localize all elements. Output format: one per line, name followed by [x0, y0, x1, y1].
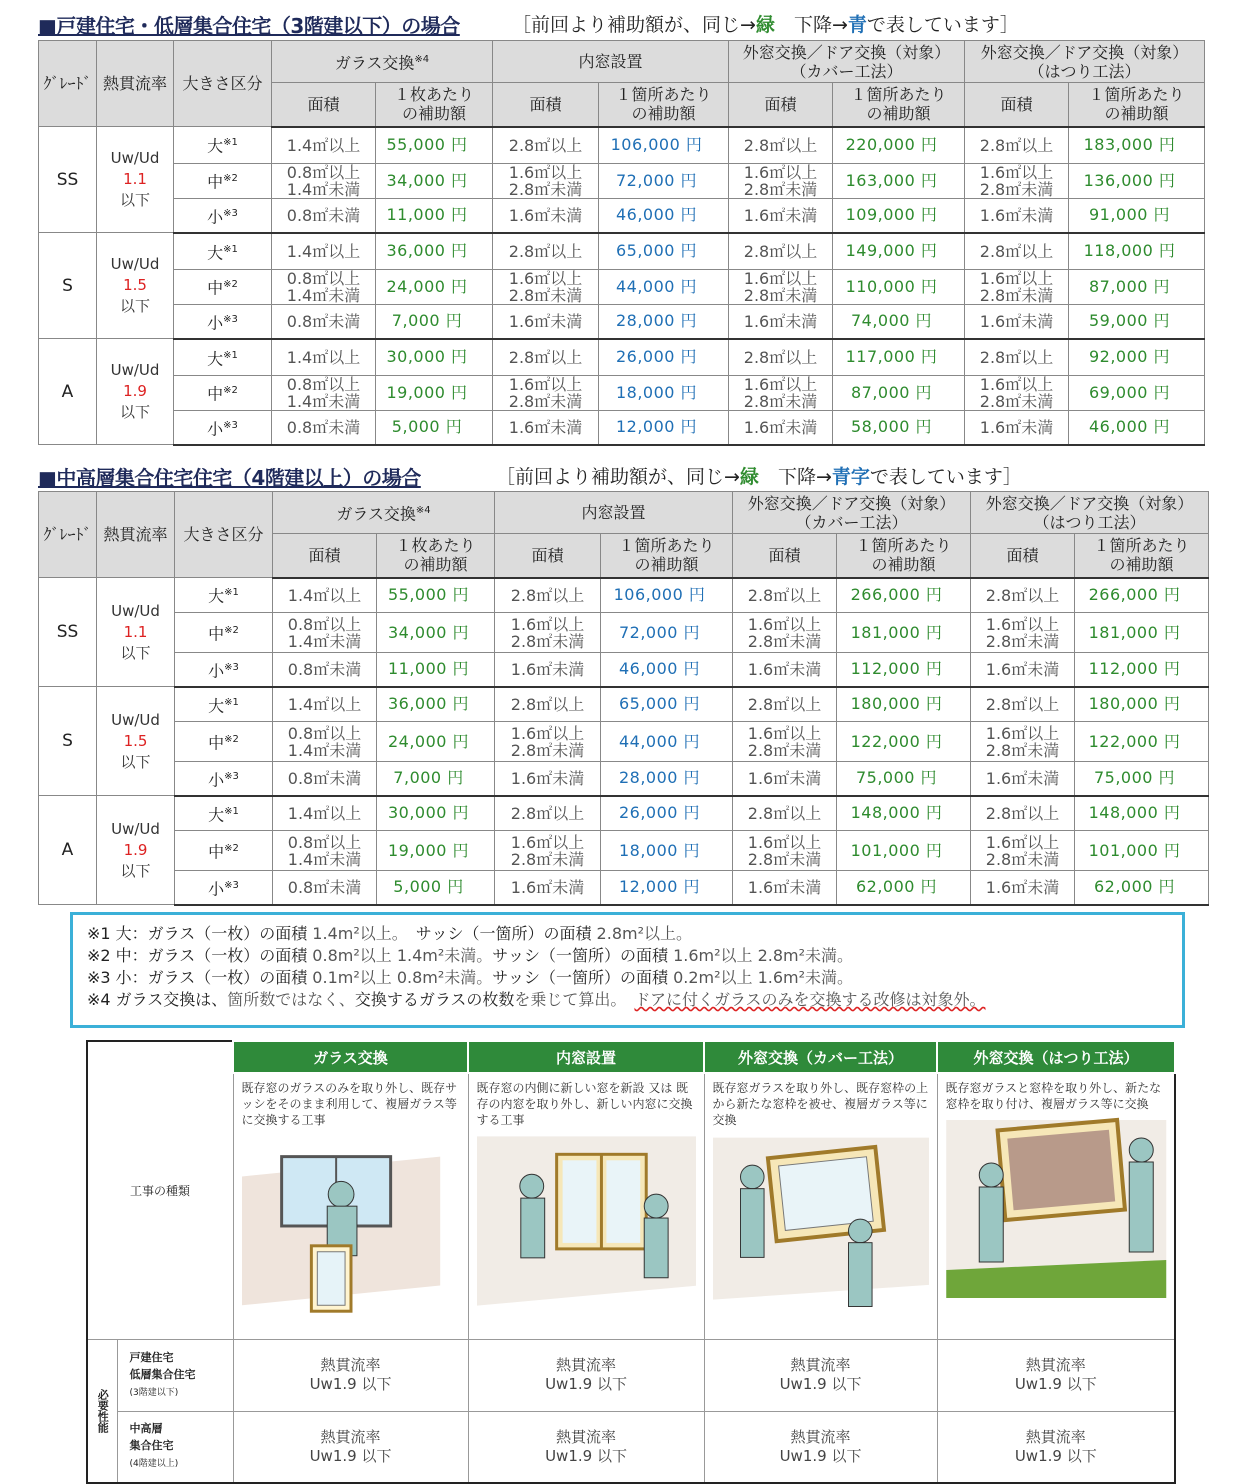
area-cell: 1.6㎡未満: [733, 762, 837, 796]
amount-cell: 75,000 円: [837, 762, 971, 796]
area-cell: 1.6㎡以上 2.8㎡未満: [965, 164, 1069, 199]
amount-cell: 183,000 円: [1069, 127, 1205, 164]
amount-cell: 11,000 円: [377, 653, 495, 687]
area-cell: 0.8㎡以上 1.4㎡未満: [272, 270, 376, 305]
size-cell: 小$^{※3}$: [175, 762, 273, 796]
area-cell: 1.6㎡未満: [965, 411, 1069, 445]
amount-cell: 36,000 円: [377, 687, 495, 722]
amount-cell: 181,000 円: [837, 613, 971, 653]
amount-cell: 87,000 円: [833, 376, 965, 411]
area-cell: 1.6㎡未満: [971, 871, 1075, 905]
area-cell: 1.6㎡以上 2.8㎡未満: [493, 164, 599, 199]
hdr-per-amount: １箇所あたり の補助額: [1075, 534, 1209, 578]
area-cell: 2.8㎡以上: [729, 339, 833, 376]
amount-cell: 180,000 円: [1075, 687, 1209, 722]
footnote-3: ※3 小：ガラス（一枚）の面積 0.1m²以上 0.8m²未満。サッシ（一箇所）の面積 0.2m²以上 1.6m²未満。: [87, 968, 854, 987]
amount-cell: 26,000 円: [599, 339, 729, 376]
grade-cell: S: [39, 233, 97, 339]
area-cell: 1.6㎡以上 2.8㎡未満: [493, 376, 599, 411]
hdr-per-amount: １箇所あたり の補助額: [599, 83, 729, 127]
col-header-cover: 外窓交換（カバー工法）: [704, 1041, 937, 1073]
area-cell: 1.6㎡以上 2.8㎡未満: [971, 613, 1075, 653]
amount-cell: 101,000 円: [837, 831, 971, 871]
perf-label-low-rise: 戸建住宅 低層集合住宅 (3階建以下): [117, 1339, 233, 1411]
size-cell: 中$^{※2}$: [174, 376, 272, 411]
grade-cell: SS: [39, 127, 97, 233]
area-cell: 1.4㎡以上: [273, 578, 377, 613]
area-cell: 1.6㎡以上 2.8㎡未満: [965, 376, 1069, 411]
amount-cell: 28,000 円: [601, 762, 733, 796]
amount-cell: 87,000 円: [1069, 270, 1205, 305]
amount-cell: 65,000 円: [599, 233, 729, 270]
size-cell: 大$^{※1}$: [175, 578, 273, 613]
hdr-cover: 外窓交換／ドア交換（対象） （カバー工法）: [733, 492, 971, 534]
size-cell: 小$^{※3}$: [174, 305, 272, 339]
amount-cell: 12,000 円: [599, 411, 729, 445]
col-header-inner: 内窓設置: [468, 1041, 704, 1073]
amount-cell: 72,000 円: [601, 613, 733, 653]
size-cell: 大$^{※1}$: [174, 339, 272, 376]
perf-value: 熱貫流率 Uw1.9 以下: [704, 1411, 937, 1483]
area-cell: 1.6㎡未満: [733, 871, 837, 905]
size-cell: 小$^{※3}$: [174, 411, 272, 445]
amount-cell: 148,000 円: [837, 796, 971, 831]
amount-cell: 112,000 円: [837, 653, 971, 687]
hdr-area: 面積: [493, 83, 599, 127]
area-cell: 1.6㎡以上 2.8㎡未満: [733, 831, 837, 871]
amount-cell: 118,000 円: [1069, 233, 1205, 270]
amount-cell: 91,000 円: [1069, 199, 1205, 233]
hdr-area: 面積: [495, 534, 601, 578]
grade-cell: A: [39, 339, 97, 445]
amount-cell: 7,000 円: [377, 762, 495, 796]
perf-value: 熱貫流率 Uw1.9 以下: [468, 1339, 704, 1411]
area-cell: 2.8㎡以上: [965, 127, 1069, 164]
amount-cell: 109,000 円: [833, 199, 965, 233]
work-desc-cover: 既存窓ガラスを取り外し、既存窓枠の上から新たな窓枠を被せ、複層ガラス等に交換: [704, 1073, 937, 1339]
amount-cell: 74,000 円: [833, 305, 965, 339]
size-cell: 大$^{※1}$: [174, 127, 272, 164]
area-cell: 2.8㎡以上: [965, 233, 1069, 270]
area-cell: 2.8㎡以上: [965, 339, 1069, 376]
subsidy-table-high-rise: [38, 491, 1209, 906]
section-title-low-rise: ■戸建住宅・低層集合住宅（3階建以下）の場合: [38, 14, 460, 38]
amount-cell: 34,000 円: [376, 164, 493, 199]
area-cell: 1.4㎡以上: [273, 687, 377, 722]
area-cell: 0.8㎡未満: [273, 762, 377, 796]
perf-value: 熱貫流率 Uw1.9 以下: [233, 1411, 468, 1483]
area-cell: 2.8㎡以上: [493, 339, 599, 376]
amount-cell: 101,000 円: [1075, 831, 1209, 871]
size-cell: 大$^{※1}$: [175, 796, 273, 831]
area-cell: 0.8㎡未満: [272, 305, 376, 339]
amount-cell: 110,000 円: [833, 270, 965, 305]
hdr-area: 面積: [733, 534, 837, 578]
amount-cell: 26,000 円: [601, 796, 733, 831]
perf-value: 熱貫流率 Uw1.9 以下: [233, 1339, 468, 1411]
hdr-hatsu: 外窓交換／ドア交換（対象） （はつり工法）: [965, 41, 1205, 83]
section-note-low-rise: ［前回より補助額が、同じ→緑 下降→青で表しています］: [512, 14, 1019, 36]
area-cell: 2.8㎡以上: [971, 796, 1075, 831]
area-cell: 1.4㎡以上: [272, 233, 376, 270]
amount-cell: 149,000 円: [833, 233, 965, 270]
area-cell: 1.6㎡未満: [495, 762, 601, 796]
amount-cell: 46,000 円: [601, 653, 733, 687]
area-cell: 1.6㎡未満: [733, 653, 837, 687]
area-cell: 1.6㎡以上 2.8㎡未満: [493, 270, 599, 305]
amount-cell: 24,000 円: [376, 270, 493, 305]
hdr-grade: ｸﾞﾚｰﾄﾞ: [39, 492, 97, 578]
hatsu-method-illustration: [946, 1120, 1167, 1298]
amount-cell: 75,000 円: [1075, 762, 1209, 796]
amount-cell: 220,000 円: [833, 127, 965, 164]
area-cell: 0.8㎡未満: [272, 411, 376, 445]
area-cell: 1.6㎡未満: [971, 653, 1075, 687]
amount-cell: 28,000 円: [599, 305, 729, 339]
amount-cell: 19,000 円: [376, 376, 493, 411]
col-header-hatsu: 外窓交換（はつり工法）: [937, 1041, 1175, 1073]
perf-value: 熱貫流率 Uw1.9 以下: [704, 1339, 937, 1411]
area-cell: 1.6㎡以上 2.8㎡未満: [495, 722, 601, 762]
area-cell: 2.8㎡以上: [971, 578, 1075, 613]
amount-cell: 55,000 円: [377, 578, 495, 613]
size-cell: 中$^{※2}$: [175, 722, 273, 762]
amount-cell: 44,000 円: [601, 722, 733, 762]
area-cell: 2.8㎡以上: [733, 796, 837, 831]
amount-cell: 122,000 円: [837, 722, 971, 762]
hdr-flow: 熱貫流率: [97, 41, 174, 127]
amount-cell: 117,000 円: [833, 339, 965, 376]
area-cell: 1.6㎡未満: [493, 411, 599, 445]
area-cell: 1.6㎡以上 2.8㎡未満: [971, 722, 1075, 762]
hdr-per-amount: １箇所あたり の補助額: [1069, 83, 1205, 127]
size-cell: 中$^{※2}$: [174, 164, 272, 199]
hdr-cover: 外窓交換／ドア交換（対象） （カバー工法）: [729, 41, 965, 83]
footnotes-box: [70, 912, 1185, 1028]
amount-cell: 122,000 円: [1075, 722, 1209, 762]
footnote-2: ※2 中：ガラス（一枚）の面積 0.8m²以上 1.4m²未満。サッシ（一箇所）の面積 1.6m²以上 2.8m²未満。: [87, 946, 854, 965]
amount-cell: 58,000 円: [833, 411, 965, 445]
perf-value: 熱貫流率 Uw1.9 以下: [937, 1411, 1175, 1483]
amount-cell: 30,000 円: [377, 796, 495, 831]
amount-cell: 36,000 円: [376, 233, 493, 270]
hdr-area: 面積: [272, 83, 376, 127]
uw-cell: Uw/Ud 1.1 以下: [97, 127, 174, 233]
perf-value: 熱貫流率 Uw1.9 以下: [937, 1339, 1175, 1411]
area-cell: 1.6㎡以上 2.8㎡未満: [971, 831, 1075, 871]
hdr-size: 大きさ区分: [174, 41, 272, 127]
hdr-per-amount: １枚あたり の補助額: [376, 83, 493, 127]
hdr-per-amount: １枚あたり の補助額: [377, 534, 495, 578]
area-cell: 0.8㎡以上 1.4㎡未満: [273, 613, 377, 653]
size-cell: 中$^{※2}$: [174, 270, 272, 305]
area-cell: 1.6㎡以上 2.8㎡未満: [733, 613, 837, 653]
amount-cell: 19,000 円: [377, 831, 495, 871]
area-cell: 0.8㎡未満: [272, 199, 376, 233]
size-cell: 中$^{※2}$: [175, 831, 273, 871]
area-cell: 2.8㎡以上: [493, 233, 599, 270]
size-cell: 大$^{※1}$: [175, 687, 273, 722]
area-cell: 1.6㎡未満: [493, 305, 599, 339]
uw-cell: Uw/Ud 1.1 以下: [97, 578, 175, 687]
area-cell: 0.8㎡未満: [273, 871, 377, 905]
amount-cell: 72,000 円: [599, 164, 729, 199]
amount-cell: 136,000 円: [1069, 164, 1205, 199]
hdr-flow: 熱貫流率: [97, 492, 175, 578]
grade-cell: S: [39, 687, 97, 796]
uw-cell: Uw/Ud 1.9 以下: [97, 796, 175, 905]
amount-cell: 266,000 円: [837, 578, 971, 613]
amount-cell: 18,000 円: [599, 376, 729, 411]
hdr-inner: 内窓設置: [495, 492, 733, 534]
area-cell: 1.6㎡未満: [493, 199, 599, 233]
amount-cell: 62,000 円: [1075, 871, 1209, 905]
grade-cell: A: [39, 796, 97, 905]
work-types-table: [86, 1040, 1176, 1484]
amount-cell: 5,000 円: [377, 871, 495, 905]
amount-cell: 69,000 円: [1069, 376, 1205, 411]
area-cell: 1.6㎡未満: [495, 653, 601, 687]
area-cell: 1.6㎡以上 2.8㎡未満: [495, 831, 601, 871]
hdr-area: 面積: [273, 534, 377, 578]
amount-cell: 18,000 円: [601, 831, 733, 871]
hdr-size: 大きさ区分: [175, 492, 273, 578]
area-cell: 1.6㎡以上 2.8㎡未満: [495, 613, 601, 653]
amount-cell: 7,000 円: [376, 305, 493, 339]
perf-label-high-rise: 中高層 集合住宅 (4階建以上): [117, 1411, 233, 1483]
amount-cell: 30,000 円: [376, 339, 493, 376]
area-cell: 2.8㎡以上: [495, 687, 601, 722]
amount-cell: 112,000 円: [1075, 653, 1209, 687]
uw-cell: Uw/Ud 1.5 以下: [97, 687, 175, 796]
hdr-glass: ガラス交換$^{※4}$: [272, 41, 493, 83]
amount-cell: 106,000 円: [601, 578, 733, 613]
area-cell: 1.6㎡以上 2.8㎡未満: [729, 376, 833, 411]
hdr-inner: 内窓設置: [493, 41, 729, 83]
hdr-per-amount: １箇所あたり の補助額: [601, 534, 733, 578]
hdr-glass: ガラス交換$^{※4}$: [273, 492, 495, 534]
area-cell: 1.6㎡以上 2.8㎡未満: [733, 722, 837, 762]
area-cell: 0.8㎡未満: [273, 653, 377, 687]
amount-cell: 92,000 円: [1069, 339, 1205, 376]
work-desc-hatsu: 既存窓ガラスと窓枠を取り外し、新たな窓枠を取り付け、複層ガラス等に交換: [937, 1073, 1175, 1339]
col-header-glass: ガラス交換: [233, 1041, 468, 1073]
size-cell: 大$^{※1}$: [174, 233, 272, 270]
amount-cell: 12,000 円: [601, 871, 733, 905]
area-cell: 1.6㎡以上 2.8㎡未満: [729, 164, 833, 199]
required-performance-label: 必要性能: [87, 1339, 117, 1483]
glass-replacement-illustration: [242, 1136, 460, 1314]
amount-cell: 65,000 円: [601, 687, 733, 722]
area-cell: 2.8㎡以上: [733, 687, 837, 722]
area-cell: 2.8㎡以上: [971, 687, 1075, 722]
area-cell: 2.8㎡以上: [733, 578, 837, 613]
amount-cell: 46,000 円: [1069, 411, 1205, 445]
size-cell: 小$^{※3}$: [175, 653, 273, 687]
area-cell: 1.4㎡以上: [272, 339, 376, 376]
work-type-label: 工事の種類: [87, 1041, 233, 1339]
hdr-per-amount: １箇所あたり の補助額: [833, 83, 965, 127]
grade-cell: SS: [39, 578, 97, 687]
perf-value: 熱貫流率 Uw1.9 以下: [468, 1411, 704, 1483]
footnote-1: ※1 大：ガラス（一枚）の面積 1.4m²以上。 サッシ（一箇所）の面積 2.8m²以上。: [87, 924, 692, 943]
area-cell: 1.6㎡未満: [729, 305, 833, 339]
amount-cell: 148,000 円: [1075, 796, 1209, 831]
size-cell: 小$^{※3}$: [175, 871, 273, 905]
section-note-high-rise: ［前回より補助額が、同じ→緑 下降→青字で表しています］: [496, 466, 1022, 488]
amount-cell: 24,000 円: [377, 722, 495, 762]
amount-cell: 59,000 円: [1069, 305, 1205, 339]
section-title-high-rise: ■中高層集合住宅住宅（4階建以上）の場合: [38, 466, 421, 490]
area-cell: 1.4㎡以上: [273, 796, 377, 831]
amount-cell: 44,000 円: [599, 270, 729, 305]
amount-cell: 266,000 円: [1075, 578, 1209, 613]
footnote-4: ※4 ガラス交換は、箇所数ではなく、交換するガラスの枚数を乗じて算出。 ドアに付くガラスのみを交換する改修は対象外。: [87, 990, 986, 1009]
hdr-area: 面積: [965, 83, 1069, 127]
hdr-area: 面積: [729, 83, 833, 127]
work-desc-glass: 既存窓のガラスのみを取り外し、既存サッシをそのまま利用して、複層ガラス等に交換する工事: [233, 1073, 468, 1339]
area-cell: 0.8㎡以上 1.4㎡未満: [272, 376, 376, 411]
area-cell: 1.6㎡未満: [729, 411, 833, 445]
amount-cell: 106,000 円: [599, 127, 729, 164]
area-cell: 1.6㎡以上 2.8㎡未満: [965, 270, 1069, 305]
hdr-hatsu: 外窓交換／ドア交換（対象） （はつり工法）: [971, 492, 1209, 534]
area-cell: 1.6㎡未満: [729, 199, 833, 233]
hdr-per-amount: １箇所あたり の補助額: [837, 534, 971, 578]
size-cell: 中$^{※2}$: [175, 613, 273, 653]
amount-cell: 5,000 円: [376, 411, 493, 445]
amount-cell: 163,000 円: [833, 164, 965, 199]
area-cell: 2.8㎡以上: [495, 796, 601, 831]
size-cell: 小$^{※3}$: [174, 199, 272, 233]
hdr-area: 面積: [971, 534, 1075, 578]
area-cell: 0.8㎡以上 1.4㎡未満: [273, 722, 377, 762]
area-cell: 2.8㎡以上: [729, 127, 833, 164]
amount-cell: 180,000 円: [837, 687, 971, 722]
amount-cell: 62,000 円: [837, 871, 971, 905]
amount-cell: 181,000 円: [1075, 613, 1209, 653]
area-cell: 1.6㎡未満: [495, 871, 601, 905]
subsidy-table-low-rise: [38, 40, 1205, 446]
area-cell: 0.8㎡以上 1.4㎡未満: [273, 831, 377, 871]
area-cell: 1.6㎡以上 2.8㎡未満: [729, 270, 833, 305]
amount-cell: 46,000 円: [599, 199, 729, 233]
area-cell: 2.8㎡以上: [729, 233, 833, 270]
amount-cell: 55,000 円: [376, 127, 493, 164]
area-cell: 2.8㎡以上: [495, 578, 601, 613]
area-cell: 1.6㎡未満: [971, 762, 1075, 796]
cover-method-illustration: [713, 1136, 929, 1314]
area-cell: 1.6㎡未満: [965, 305, 1069, 339]
area-cell: 0.8㎡以上 1.4㎡未満: [272, 164, 376, 199]
uw-cell: Uw/Ud 1.5 以下: [97, 233, 174, 339]
amount-cell: 34,000 円: [377, 613, 495, 653]
work-desc-inner: 既存窓の内側に新しい窓を新設 又は 既存の内窓を取り外し、新しい内窓に交換する工事: [468, 1073, 704, 1339]
uw-cell: Uw/Ud 1.9 以下: [97, 339, 174, 445]
inner-window-illustration: [477, 1136, 696, 1314]
area-cell: 1.4㎡以上: [272, 127, 376, 164]
amount-cell: 11,000 円: [376, 199, 493, 233]
hdr-grade: ｸﾞﾚｰﾄﾞ: [39, 41, 97, 127]
area-cell: 1.6㎡未満: [965, 199, 1069, 233]
area-cell: 2.8㎡以上: [493, 127, 599, 164]
